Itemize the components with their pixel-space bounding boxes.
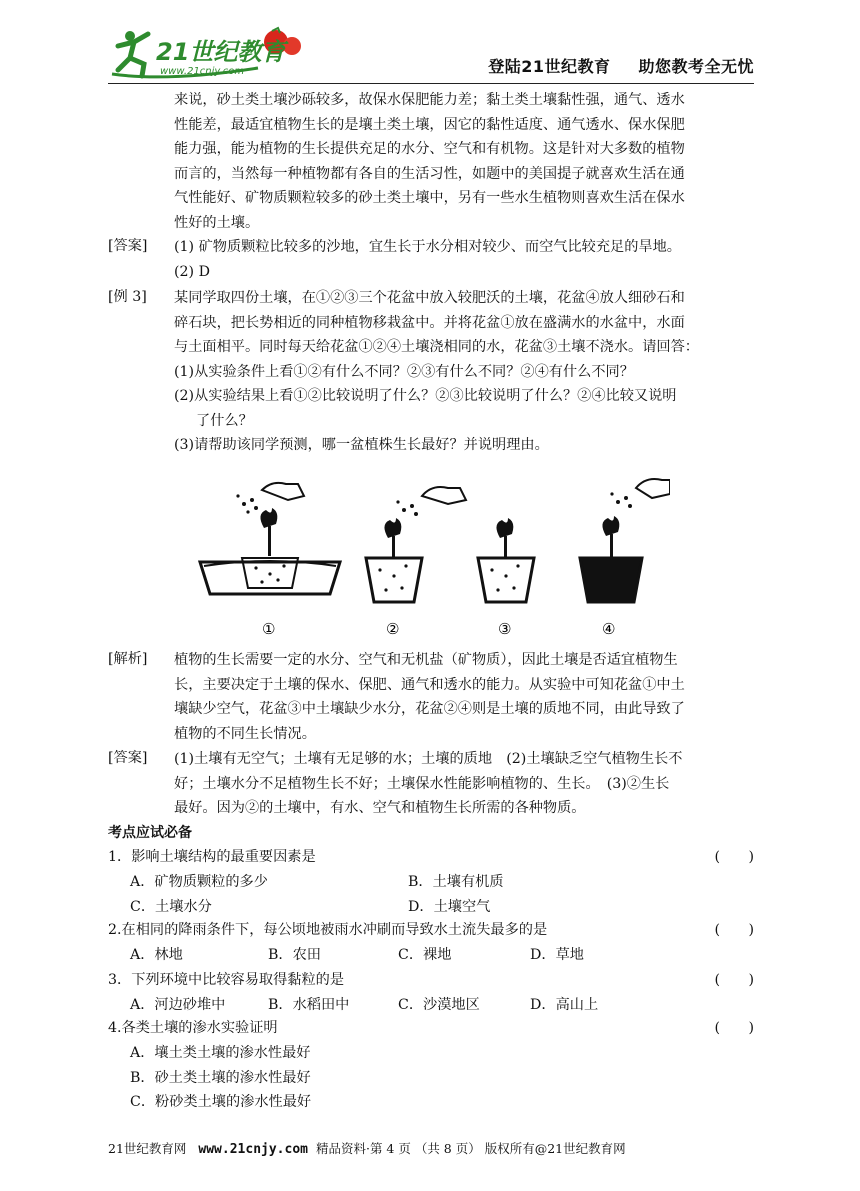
pot-label-2: ② (386, 620, 400, 638)
question-item (108, 1016, 754, 1041)
option-b: B．砂土类土壤的渗水性最好 (130, 1069, 311, 1086)
text-line: 与土面相平。同时每天给花盆①②④土壤浇相同的水，花盆③土壤不浇水。请回答： (174, 339, 699, 355)
example-body (174, 286, 754, 458)
brand-logo (108, 24, 308, 80)
question-2: (2)从实验结果上看①②比较说明了什么？②③比较说明了什么？②④比较又说明 (174, 388, 677, 404)
question-2-cont: 了什么？ (196, 412, 253, 429)
answer-body (174, 235, 754, 284)
option-b: B．农田 (268, 947, 321, 963)
text-line: 而言的，当然每一种植物都有各自的生活习性，如题中的美国提子就喜欢生活在通 (174, 165, 685, 182)
page-footer (108, 1139, 626, 1157)
option-b: B．土壤有机质 (408, 874, 504, 890)
question-item (108, 918, 754, 943)
question-stem: 4.各类土壤的渗水实验证明 (108, 1020, 278, 1036)
section-title: 考点应试必备 (108, 825, 192, 841)
question-item (108, 968, 754, 993)
question-1: (1)从实验条件上看①②有什么不同？②③有什么不同？②④有什么不同？ (174, 363, 634, 380)
header-slogan (488, 54, 754, 77)
option-a: A．矿物质颗粒的多少 (130, 874, 268, 890)
question-stem: 1．影响土壤结构的最重要因素是 (108, 849, 316, 865)
option-c: C．粉砂类土壤的渗水性最好 (130, 1094, 312, 1110)
logo-url: www.21cnjy.com (160, 66, 245, 77)
option-d: D．草地 (530, 947, 584, 963)
option-c: C．土壤水分 (130, 899, 212, 915)
text-line: (2) D (174, 263, 210, 280)
text-line: 植物的不同生长情况。 (174, 725, 316, 742)
option-a: A．河边砂堆中 (130, 997, 226, 1013)
footer-page-info: 精品资料·第 4 页 （共 8 页） 版权所有@21世纪教育网 (315, 1141, 626, 1156)
question-3: (3)请帮助该同学预测，哪一盆植株生长最好？并说明理由。 (174, 437, 549, 453)
example-label: [例 3] (108, 289, 147, 305)
answer-blank: ( ) (714, 922, 754, 938)
answer-body (174, 747, 754, 821)
answer-label: [答案] (108, 750, 148, 766)
footer-site-name: 21世纪教育网 (108, 1141, 187, 1156)
options-row (130, 943, 584, 968)
text-line: 好；土壤水分不足植物生长不好；土壤保水性能影响植物的、生长。 (3)②生长 (174, 775, 670, 792)
options-column (130, 1041, 311, 1115)
option-b: B．水稻田中 (268, 997, 350, 1013)
answer-blank: ( ) (714, 849, 754, 865)
text-line: 碎石块，把长势相近的同种植物移栽盆中。并将花盆①放在盛满水的水盆中，水面 (174, 314, 685, 331)
options-row (130, 870, 504, 895)
text-line: 最好。因为②的土壤中，有水、空气和植物生长所需的各种物质。 (174, 800, 586, 816)
pot-label-3: ③ (498, 620, 512, 638)
text-line: 长，主要决定于土壤的保水、保肥、通气和透水的能力。从实验中可知花盆①中土 (174, 676, 685, 693)
slogan-login: 登陆21世纪教育 (488, 57, 611, 76)
pot-3 (478, 518, 534, 638)
flowerpot-figure (190, 466, 670, 642)
text-line: 某同学取四份土壤，在①②③三个花盆中放入较肥沃的土壤，花盆④放人细砂石和 (174, 290, 685, 306)
option-d: D．土壤空气 (408, 899, 491, 915)
text-line: 性好的土壤。 (174, 214, 260, 231)
option-d: D．高山上 (530, 997, 599, 1013)
option-a: A．林地 (130, 947, 183, 963)
options-row (130, 895, 490, 920)
question-stem: 3．下列环境中比较容易取得黏粒的是 (108, 972, 345, 988)
text-line: (1) 矿物质颗粒比较多的沙地，宜生长于水分相对较少、而空气比较充足的旱地。 (174, 239, 681, 255)
text-line: (1)土壤有无空气；土壤有无足够的水；土壤的质地 (2)土壤缺乏空气植物生长不 (174, 751, 683, 767)
question-stem: 2.在相同的降雨条件下，每公顷地被雨水冲刷而导致水土流失最多的是 (108, 922, 548, 938)
answer-blank: ( ) (714, 1020, 754, 1036)
text-line: 性能差，最适宜植物生长的是壤土类土壤，因它的黏性适度、通气透水、保水保肥 (174, 116, 685, 133)
logo-text: 21世纪教育 (156, 38, 286, 66)
question-item (108, 845, 754, 870)
pot-label-1: ① (262, 620, 276, 638)
options-row (130, 993, 598, 1018)
text-line: 植物的生长需要一定的水分、空气和无机盐（矿物质），因此土壤是否适宜植物生 (174, 652, 678, 668)
pot-2 (366, 487, 466, 638)
header-divider (108, 83, 754, 84)
option-c: C．沙漠地区 (398, 997, 480, 1013)
pot-label-4: ④ (602, 620, 616, 638)
option-a: A．壤土类土壤的渗水性最好 (130, 1045, 311, 1061)
page-header (108, 24, 754, 82)
text-line: 气性能好、矿物质颗粒较多的砂土类土壤中，另有一些水生植物则喜欢生活在保水 (174, 190, 685, 206)
analysis-body (174, 648, 754, 746)
analysis-continuation (174, 88, 754, 235)
answer-blank: ( ) (714, 972, 754, 988)
option-c: C．裸地 (398, 947, 452, 963)
pot-1 (200, 483, 340, 638)
text-line: 来说，砂土类土壤沙砾较多，故保水保肥能力差；黏土类土壤黏性强，通气、透水 (174, 92, 685, 108)
pot-4 (580, 479, 670, 638)
footer-url: www.21cnjy.com (198, 1142, 308, 1157)
text-line: 壤缺少空气，花盆③中土壤缺少水分，花盆②④则是土壤的质地不同，由此导致了 (174, 701, 685, 717)
analysis-label: [解析] (108, 651, 148, 667)
slogan-help: 助您教考全无忧 (638, 57, 754, 76)
text-line: 能力强，能为植物的生长提供充足的水分、空气和有机物。这是针对大多数的植物 (174, 141, 685, 157)
answer-label: [答案] (108, 238, 148, 254)
